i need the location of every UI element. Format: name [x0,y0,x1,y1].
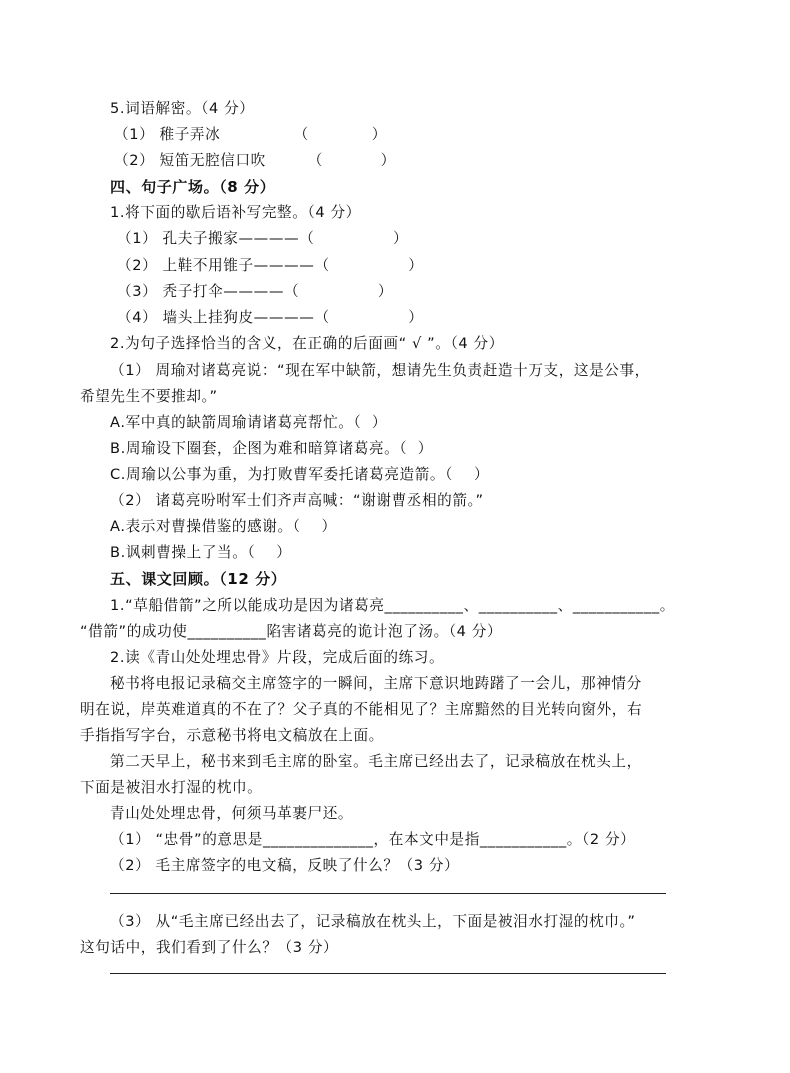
answer-line-2[interactable] [110,973,666,974]
s5-q2-sub-1: （1） “忠骨”的意思是______________，在本文中是指___________。（2 分） [110,831,636,848]
s4-q2-option-a2: A.表示对曹操借鉴的感谢。（ ） [110,518,337,535]
q5-title: 5.词语解密。（4 分） [110,100,255,117]
passage-para-1-line-2: 明在说，岸英难道真的不在了？父子真的不能相见了？主席黯然的目光转向窗外，右 [80,701,643,718]
s4-q1-item-4: （4） 墙头上挂狗皮————（ ） [117,309,424,326]
s4-q2-option-b2: B.讽刺曹操上了当。（ ） [110,544,292,561]
passage-para-1-line-1: 秘书将电报记录稿交主席签字的一瞬间，主席下意识地踌躇了一会儿，那神情分 [110,675,642,692]
section-4-heading: 四、句子广场。（8 分） [110,178,276,196]
answer-line-1[interactable] [110,893,666,894]
s4-q2-sentence-2: （2） 诸葛亮吩咐军士们齐声高喊：“谢谢曹丞相的箭。” [110,492,484,509]
q5-item-2: （2） 短笛无腔信口吹 （ ） [114,152,396,169]
s4-q2-sentence-1-cont: 希望先生不要推却。” [80,388,218,405]
s4-q1-item-3: （3） 秃子打伞————（ ） [117,283,394,300]
s5-q1-line-2: “借箭”的成功使__________陷害诸葛亮的诡计泡了汤。（4 分） [80,623,503,640]
s4-q2-option-b: B.周瑜设下圈套，企图为难和暗算诸葛亮。（ ） [110,440,433,457]
s4-q1-item-1: （1） 孔夫子搬家————（ ） [117,230,409,247]
s4-q2-title: 2.为句子选择恰当的含义，在正确的后面画“ √ ”。（4 分） [110,335,504,352]
s5-q2-sub-3-cont: 这句话中，我们看到了什么？（3 分） [80,939,339,956]
s4-q1-item-2: （2） 上鞋不用锥子————（ ） [117,257,424,274]
s4-q2-option-a: A.军中真的缺箭周瑜请诸葛亮帮忙。（ ） [110,414,388,431]
passage-para-1-line-3: 手指指写字台，示意秘书将电文稿放在上面。 [80,727,384,744]
s5-q2-sub-3: （3） 从“毛主席已经出去了，记录稿放在枕头上，下面是被泪水打湿的枕巾。” [110,913,636,930]
s4-q2-sentence-1: （1） 周瑜对诸葛亮说：“现在军中缺箭，想请先生负责赶造十万支，这是公事， [110,362,650,379]
passage-poem-line: 青山处处埋忠骨，何须马革裹尸还。 [110,805,354,822]
s5-q2-title: 2.读《青山处处埋忠骨》片段，完成后面的练习。 [110,649,445,666]
s5-q1-line-1: 1.“草船借箭”之所以能成功是因为诸葛亮__________、__________、___________。 [110,597,675,614]
q5-item-1: （1） 稚子弄冰 （ ） [114,126,387,143]
s4-q1-title: 1.将下面的歇后语补写完整。（4 分） [110,204,361,221]
section-5-heading: 五、课文回顾。（12 分） [110,570,287,588]
passage-para-2-line-1: 第二天早上，秘书来到毛主席的卧室。毛主席已经出去了，记录稿放在枕头上， [110,753,642,770]
s5-q2-sub-2: （2） 毛主席签字的电文稿，反映了什么？（3 分） [110,857,460,874]
passage-para-2-line-2: 下面是被泪水打湿的枕巾。 [80,779,263,796]
s4-q2-option-c: C.周瑜以公事为重，为打败曹军委托诸葛亮造箭。（ ） [110,466,490,483]
